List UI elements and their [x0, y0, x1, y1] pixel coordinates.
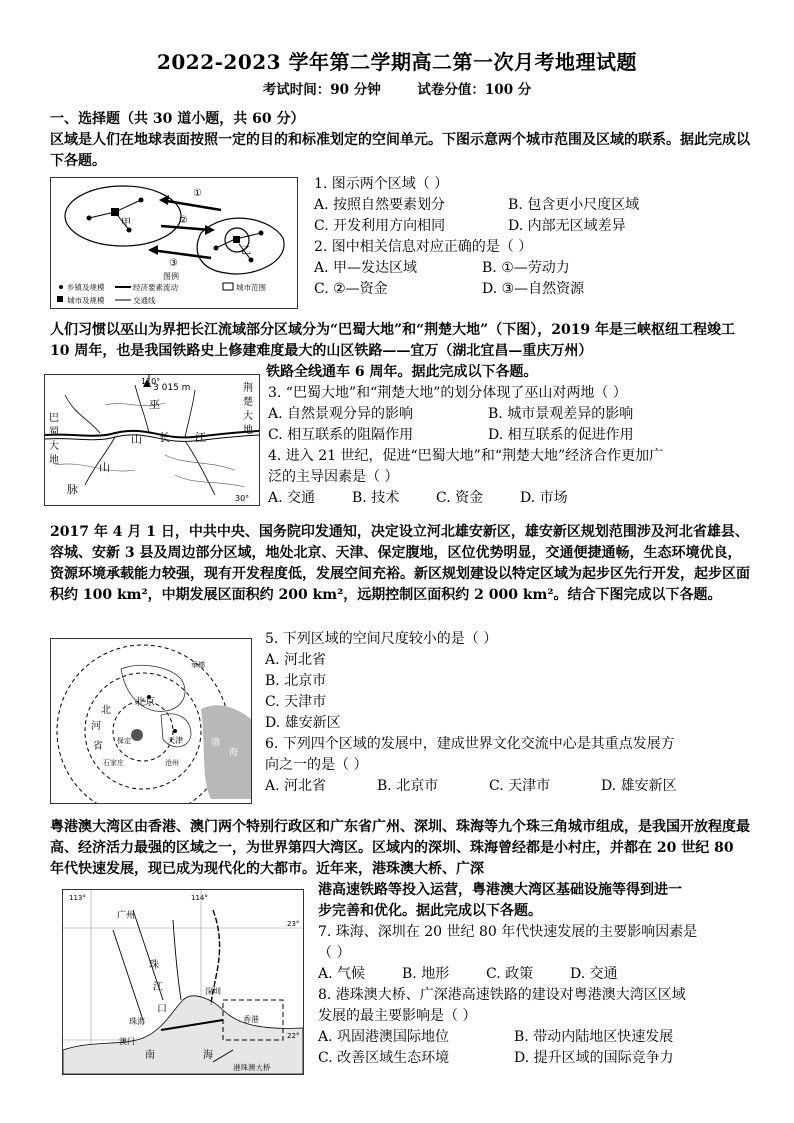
lon-label: 110°: [141, 377, 161, 386]
exam-time: 考试时间：90 分钟: [262, 82, 381, 98]
q1-options-row2: [314, 216, 754, 237]
label-lon-114: 114°: [191, 894, 208, 902]
label-lat-23: 23°: [287, 920, 300, 928]
q7-option-a[interactable]: A. 气候: [318, 966, 366, 982]
q4-option-a[interactable]: A. 交通: [268, 490, 316, 506]
q8-options-row1: [318, 1027, 754, 1048]
label-jing-char: 荆: [243, 383, 253, 394]
passage-4-line-b2: 步完善和优化。据此完成以下各题。: [318, 903, 542, 919]
passage-1: 区域是人们在地球表面按照一定的目的和标准划定的空间单元。下图示意两个城市范围及区域的联系。据此完成以下各题。: [50, 132, 750, 169]
label-shan2: 山: [99, 461, 110, 474]
q3-option-a[interactable]: A. 自然景观分异的影响: [268, 406, 414, 422]
q4-option-c[interactable]: C. 资金: [436, 490, 484, 506]
traffic-line: [115, 200, 141, 212]
q6-stem-line1: 6. 下列四个区域的发展中，建成世界文化交流中心是其重点发展方: [265, 736, 675, 752]
passage-4-line-b1: 港高速铁路等投入运营，粤港澳大湾区基础设施等得到进一: [318, 882, 682, 898]
q6-option-d[interactable]: D. 雄安新区: [601, 778, 677, 794]
legend-city-range-symbol: [223, 283, 233, 290]
figure-2-wushan-map: [44, 374, 260, 506]
figure-2-svg: [45, 375, 259, 505]
traffic-line: [240, 233, 261, 238]
label-chengde: 承德: [191, 661, 205, 669]
label-xianggang: 香港: [243, 1015, 259, 1024]
label-nan: 南: [145, 1050, 155, 1061]
q4-option-b[interactable]: B. 技术: [352, 490, 400, 506]
q6-stem-line2: 向之一的是（ ）: [265, 757, 368, 773]
q5-option-a[interactable]: A. 河北省: [265, 652, 327, 668]
region-jia-outline: [65, 186, 181, 246]
q3-option-d[interactable]: D. 相互联系的促进作用: [488, 427, 634, 443]
label-guangzhou: 广州: [117, 911, 136, 921]
q1-options-row1: [314, 195, 754, 216]
label-arrow-3: ③: [169, 258, 178, 269]
label-aomen: 澳门: [119, 1037, 135, 1046]
section-heading: 一、选择题（共 30 道小题，共 60 分）: [50, 111, 305, 127]
questions-3-4: [268, 383, 754, 509]
flow-arrow-1-head: [159, 195, 169, 205]
legend-city: 城市及规模: [67, 296, 105, 305]
legend-town-symbol: [59, 285, 63, 289]
label-jing-char: 地: [243, 425, 253, 436]
q5-option-c[interactable]: C. 天津市: [265, 694, 327, 710]
label-he: 河: [91, 721, 101, 732]
q5-option-d[interactable]: D. 雄安新区: [265, 715, 341, 731]
q7-stem-line2: （ ）: [318, 945, 351, 961]
label-shijiazhuang: 石家庄: [103, 759, 124, 767]
label-jiang: 江: [153, 982, 163, 993]
label-arrow-1: ①: [193, 188, 202, 199]
legend-town: 乡镇及规模: [67, 283, 105, 292]
label-baoding: 保定: [117, 737, 131, 745]
questions-7-8: [318, 922, 754, 1069]
label-bohai-2: 海: [229, 748, 239, 758]
q1-option-c[interactable]: C. 开发利用方向相同: [314, 218, 446, 234]
q7-option-c[interactable]: C. 政策: [486, 966, 534, 982]
label-kou: 口: [157, 1004, 167, 1015]
city-yi-marker: [233, 236, 240, 243]
q2-option-c[interactable]: C. ②—资金: [314, 281, 388, 297]
label-ba-char: 地: [49, 455, 59, 466]
q2-options-row1: [314, 258, 754, 279]
label-lat-22: 22°: [287, 1032, 300, 1040]
label-ba-char: 巴: [49, 413, 59, 424]
legend-city-range: 城市范围: [236, 283, 266, 292]
range-circle-inner: [113, 701, 173, 761]
questions-1-2: [314, 174, 754, 300]
exam-subtitle: [0, 78, 794, 98]
q8-option-a[interactable]: A. 巩固港澳国际地位: [318, 1029, 450, 1045]
yangtze-river: [45, 431, 259, 438]
label-beijing: 北京: [135, 697, 155, 708]
label-chang: 长: [159, 431, 170, 444]
label-hai: 海: [203, 1050, 213, 1061]
q7-option-d[interactable]: D. 交通: [570, 966, 618, 982]
label-wu: 巫: [149, 398, 160, 411]
bohai-sea: [201, 705, 251, 799]
label-jiang: 江: [195, 431, 206, 444]
q5-stem: 5. 下列区域的空间尺度较小的是（ ）: [265, 631, 498, 647]
figure-4-gba-map: [62, 889, 304, 1075]
q6-options: [265, 776, 754, 797]
label-bei: 北: [101, 705, 111, 716]
q4-options: [268, 488, 754, 509]
passage-2: 人们习惯以巫山为界把长江流域部分区域分为“巴蜀大地”和“荆楚大地”（下图），2019 年是三峡枢纽工程竣工 10 周年，也是我国铁路史上修建难度最大的山区铁路——宜万（湖北宜昌—重庆万州）: [50, 322, 736, 359]
xiongan-marker: [131, 729, 143, 741]
label-hzm-bridge: 港珠澳大桥: [233, 1063, 271, 1072]
passage-4: 粤港澳大湾区由香港、澳门两个特别行政区和广东省广州、深圳、珠海等九个珠三角城市组成，是我国开放程度最高、经济活力最强的区域之一，为世界第四大湾区。区域内的深圳、珠海曾经都是小村庄，并都在 20 世纪 80 年代快速发展，现已成为现代化的大都市。近年来，港珠澳大桥、广深: [50, 819, 750, 877]
q8-options-row2: [318, 1048, 754, 1069]
q8-stem-line1: 8. 港珠澳大桥、广深港高速铁路的建设对粤港澳大湾区区域: [318, 987, 686, 1003]
label-mai: 脉: [67, 483, 78, 496]
figure-1-region-diagram: [50, 177, 298, 309]
flow-arrow-3: [151, 250, 211, 258]
figure-4-svg: [63, 890, 303, 1074]
q7-options: [318, 964, 754, 985]
figure-1-svg: [51, 178, 297, 308]
legend-flow: 经济要素流动: [133, 283, 178, 292]
questions-5-6: [265, 629, 754, 797]
passage-2-continued: 铁路全线通车 6 周年。据此完成以下各题。: [266, 364, 538, 380]
label-ba-char: 大: [49, 441, 59, 452]
q4-option-d[interactable]: D. 市场: [520, 490, 568, 506]
q2-option-d[interactable]: D. ③—自然资源: [482, 281, 585, 297]
flow-arrow-3-head: [148, 245, 158, 255]
label-arrow-2: ②: [179, 215, 188, 226]
exam-score: 试卷分值：100 分: [417, 82, 532, 98]
q8-option-b[interactable]: B. 带动内陆地区快速发展: [514, 1029, 674, 1045]
q1-option-d[interactable]: D. 内部无区域差异: [508, 218, 626, 234]
q3-stem: 3. “巴蜀大地”和“荆楚大地”的划分体现了巫山对两地（ ）: [268, 385, 627, 401]
range-circle-middle: [85, 673, 201, 789]
tianjin-marker: [173, 729, 177, 733]
q8-option-c[interactable]: C. 改善区域生态环境: [318, 1050, 450, 1066]
label-ba-char: 蜀: [49, 427, 59, 438]
label-jing-char: 楚: [243, 397, 253, 408]
q1-stem: 1. 图示两个区域（ ）: [314, 176, 449, 192]
label-cangzhou: 沧州: [165, 759, 179, 767]
label-jia: 甲: [121, 218, 131, 229]
q1-option-b[interactable]: B. 包含更小尺度区域: [508, 197, 640, 213]
label-bohai-1: 渤: [211, 738, 221, 748]
q2-stem: 2. 图中相关信息对应正确的是（ ）: [314, 239, 533, 255]
label-yi: 乙: [241, 246, 251, 257]
label-sheng: 省: [93, 741, 103, 752]
lat-label: 30°: [235, 494, 250, 503]
q6-option-a[interactable]: A. 河北省: [265, 778, 327, 794]
q3-options-row1: [268, 404, 754, 425]
legend-title: 图例: [163, 272, 179, 281]
pearl-river-channels: [113, 910, 181, 1020]
label-shan: 山: [131, 433, 142, 446]
passage-3: 2017 年 4 月 1 日，中共中央、国务院印发通知，决定设立河北雄安新区，雄安新区规划范围涉及河北省雄县、容城、安新 3 县及周边部分区域，地处北京、天津、保定腹地，区位优势明显，交通便捷通畅，生态环境优良，资源环境承载能力较强，现有开发程度低，发展空间充裕。新区规划建设以特定区域为起步区先行开发，起步区面积约 100 km²，中期发展区面积约 200 km²，远期控制区面积约 2 000 km²。结合下图完成以下各题。: [50, 524, 750, 603]
flow-arrow-2: [161, 226, 211, 230]
label-zhu: 珠: [149, 960, 159, 971]
q4-stem-line1: 4. 进入 21 世纪，促进“巴蜀大地”和“荆楚大地”经济合作更加广: [268, 448, 664, 464]
q1-option-a[interactable]: A. 按照自然要素划分: [314, 197, 446, 213]
q2-options-row2: [314, 279, 754, 300]
label-zhuhai: 珠海: [129, 1017, 145, 1026]
q2-option-a[interactable]: A. 甲—发达区域: [314, 260, 418, 276]
q8-stem-line2: 发展的最主要影响是（ ）: [318, 1008, 477, 1024]
q4-stem-line2: 泛的主导因素是（ ）: [268, 469, 399, 485]
label-jing-vertical: [243, 381, 253, 436]
q8-option-d[interactable]: D. 提升区域的国际竞争力: [514, 1050, 674, 1066]
terrain-lines: [55, 403, 245, 487]
peak-label: 3 015 m: [153, 383, 191, 393]
exam-title: 2022-2023 学年第二学期高二第一次月考地理试题: [156, 50, 638, 74]
q3-option-c[interactable]: C. 相互联系的阻隔作用: [268, 427, 414, 443]
label-shenzhen: 深圳: [205, 987, 221, 996]
q7-option-b[interactable]: B. 地形: [402, 966, 450, 982]
q7-stem-line1: 7. 珠海、深圳在 20 世纪 80 年代快速发展的主要影响因素是: [318, 924, 698, 940]
flow-arrow-1: [161, 200, 221, 210]
q6-option-c[interactable]: C. 天津市: [489, 778, 551, 794]
figure-3-xiongan-map: [50, 638, 252, 804]
q6-option-b[interactable]: B. 北京市: [377, 778, 439, 794]
q3-option-b[interactable]: B. 城市景观差异的影响: [488, 406, 634, 422]
q2-option-b[interactable]: B. ①—劳动力: [482, 260, 570, 276]
q5-option-b[interactable]: B. 北京市: [265, 673, 327, 689]
label-jing-char: 大: [243, 411, 253, 422]
q3-options-row2: [268, 425, 754, 446]
label-lon-113: 113°: [69, 894, 86, 902]
figure-3-svg: [51, 639, 251, 803]
label-tianjin: 天津: [167, 736, 183, 745]
legend-city-symbol: [57, 296, 63, 302]
legend-traffic: 交通线: [133, 296, 156, 305]
